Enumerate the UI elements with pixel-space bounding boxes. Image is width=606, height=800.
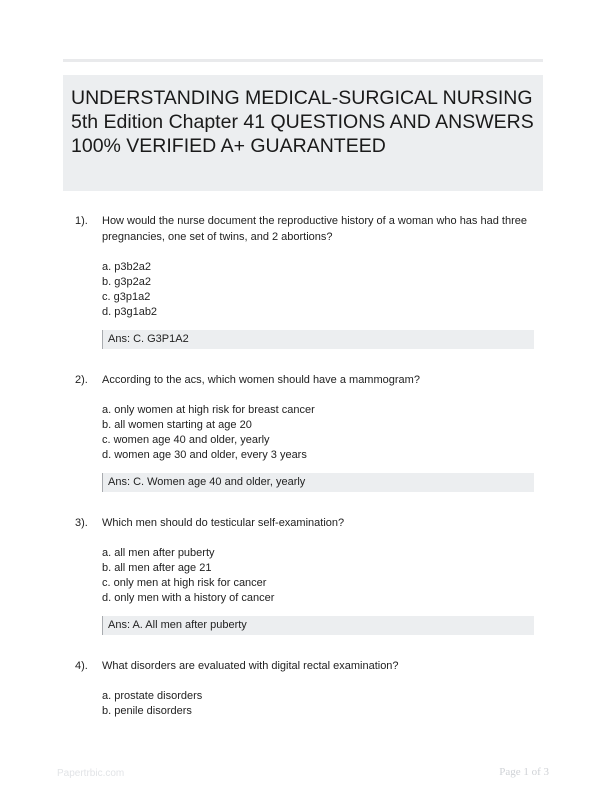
answer-box: Ans: C. G3P1A2 <box>102 330 534 349</box>
option-c: c. g3p1a2 <box>102 291 151 303</box>
document-title: UNDERSTANDING MEDICAL-SURGICAL NURSING 5th Edition Chapter 41 QUESTIONS AND ANSWERS 100% VERIFIED A+ GUARANTEED <box>71 87 534 157</box>
option-b: b. all women starting at age 20 <box>102 419 252 431</box>
option-b: b. g3p2a2 <box>102 276 151 288</box>
title-banner <box>63 75 543 191</box>
option-d: d. women age 30 and older, every 3 years <box>102 449 307 461</box>
question-text: How would the nurse document the reproductive history of a woman who has had three pregnancies, one set of twins, and 2 abortions? <box>102 215 527 243</box>
option-b: b. penile disorders <box>102 705 192 717</box>
footer-site-watermark: Papertrbic.com <box>57 768 125 779</box>
option-list <box>102 546 274 606</box>
page-indicator: Page 1 of 3 <box>499 766 549 778</box>
question-number: 2). <box>75 374 88 386</box>
question-number: 3). <box>75 517 88 529</box>
option-list <box>102 403 315 463</box>
question-number: 4). <box>75 660 88 672</box>
top-divider <box>63 59 543 62</box>
question-text: Which men should do testicular self-examination? <box>102 517 345 529</box>
question-text: According to the acs, which women should have a mammogram? <box>102 374 420 386</box>
option-a: a. p3b2a2 <box>102 261 151 273</box>
option-a: a. only women at high risk for breast cancer <box>102 404 315 416</box>
question-text: What disorders are evaluated with digital rectal examination? <box>102 660 399 672</box>
option-list <box>102 689 202 719</box>
option-list <box>102 260 157 320</box>
option-c: c. only men at high risk for cancer <box>102 577 267 589</box>
option-b: b. all men after age 21 <box>102 562 212 574</box>
answer-box: Ans: A. All men after puberty <box>102 616 534 635</box>
option-d: d. only men with a history of cancer <box>102 592 275 604</box>
option-d: d. p3g1ab2 <box>102 306 158 318</box>
question-number: 1). <box>75 215 88 227</box>
option-a: a. prostate disorders <box>102 690 203 702</box>
answer-box: Ans: C. Women age 40 and older, yearly <box>102 473 534 492</box>
option-c: c. women age 40 and older, yearly <box>102 434 270 446</box>
option-a: a. all men after puberty <box>102 547 215 559</box>
